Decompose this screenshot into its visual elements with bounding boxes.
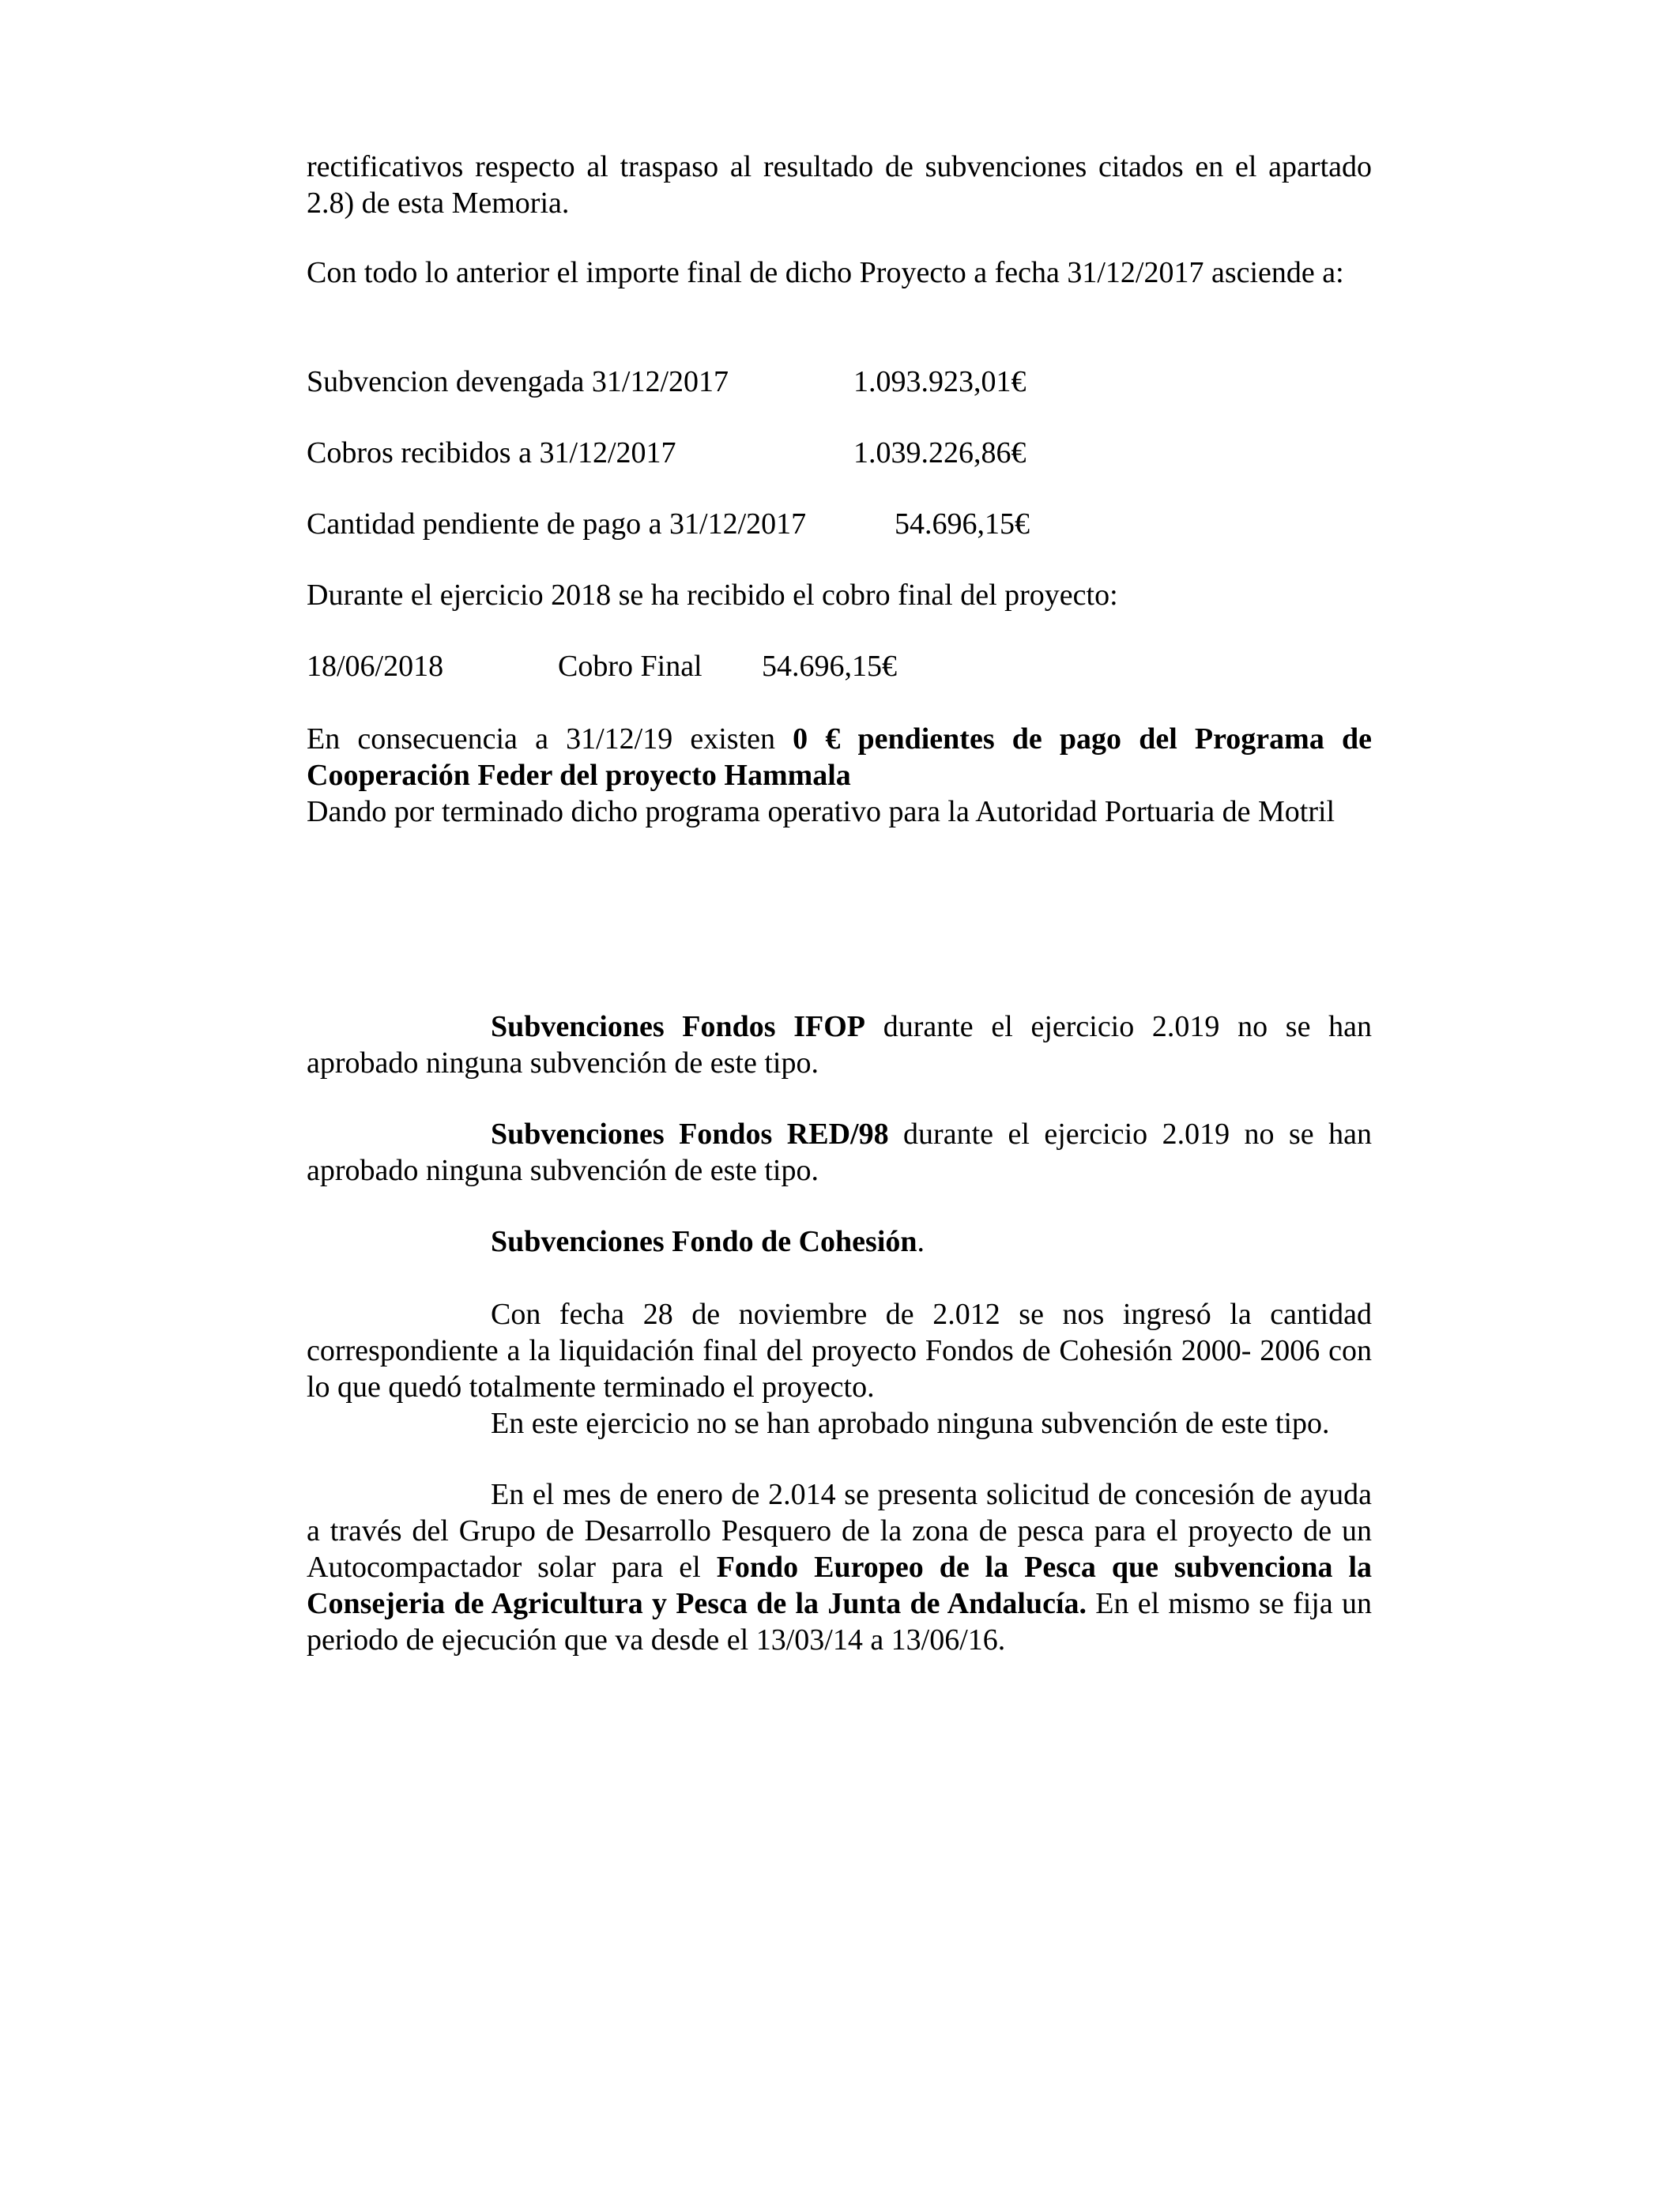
cohesion-paragraph: Con fecha 28 de noviembre de 2.012 se nos ingresó la cantidad correspondiente a la liquidación final del proyecto Fondos de Cohesión 2000- 2006 con lo que quedó totalmente terminado el proyecto. [307, 1298, 1372, 1404]
amount-value: 1.093.923,01€ [853, 365, 1026, 398]
amount-value: 1.039.226,86€ [853, 436, 1026, 469]
conclusion-closing: Dando por terminado dicho programa operativo para la Autoridad Portuaria de Motril [307, 795, 1335, 828]
amount-row-cobros [307, 435, 1372, 471]
conclusion-text: En consecuencia a 31/12/19 existen [307, 722, 793, 756]
red98-paragraph [307, 1116, 1372, 1189]
ifop-paragraph [307, 1008, 1372, 1081]
pesca-closing-text: En el mismo se fija un periodo de ejecución que va desde el 13/03/14 a 13/06/16. [307, 1587, 1372, 1657]
cohesion-heading-suffix: . [917, 1225, 925, 1258]
amount-value: 54.696,15€ [895, 507, 1030, 541]
conclusion-paragraph [307, 721, 1372, 794]
cobro-date: 18/06/2018 [307, 650, 444, 683]
ifop-text: durante el ejercicio 2.019 no se han aprobado ninguna subvención de este tipo. [307, 1010, 1373, 1080]
cobro-row [307, 648, 1372, 684]
cohesion-note: En este ejercicio no se han aprobado ninguna subvención de este tipo. [491, 1407, 1330, 1440]
cobro-amount: 54.696,15€ [762, 650, 897, 683]
amount-row-pendiente [307, 506, 1372, 542]
amount-label: Cantidad pendiente de pago a 31/12/2017 [307, 507, 807, 541]
amount-label: Cobros recibidos a 31/12/2017 [307, 436, 676, 469]
pesca-text: En el mes de enero de 2.014 se presenta solicitud de concesión de ayuda a través del Grupo de Desarrollo Pesquero de la zona de pesca para el proyecto de un Autocompactador solar para el [307, 1478, 1372, 1584]
ifop-heading: Subvenciones Fondos IFOP [491, 1010, 866, 1043]
amount-row-devengada [307, 364, 1372, 400]
pesca-paragraph [307, 1476, 1372, 1658]
amount-label: Subvencion devengada 31/12/2017 [307, 365, 729, 398]
conclusion-bold-text: 0 € pendientes de pago del Programa de Cooperación Feder del proyecto Hammala [307, 722, 1372, 792]
cohesion-heading: Subvenciones Fondo de Cohesión [491, 1225, 917, 1258]
amount-intro-paragraph: Con todo lo anterior el importe final de dicho Proyecto a fecha 31/12/2017 asciende a: [307, 256, 1344, 289]
cobro-intro: Durante el ejercicio 2018 se ha recibido el cobro final del proyecto: [307, 579, 1118, 612]
cohesion-heading-line [307, 1223, 1372, 1260]
intro-paragraph: rectificativos respecto al traspaso al resultado de subvenciones citados en el apartado 2.8) de esta Memoria. [307, 150, 1372, 220]
pesca-bold-text: Fondo Europeo de la Pesca que subvenciona la Consejeria de Agricultura y Pesca de la Junta de Andalucía. [307, 1551, 1373, 1620]
cobro-concept: Cobro Final [558, 650, 703, 683]
red98-text: durante el ejercicio 2.019 no se han aprobado ninguna subvención de este tipo. [307, 1118, 1372, 1187]
red98-heading: Subvenciones Fondos RED/98 [491, 1118, 889, 1151]
